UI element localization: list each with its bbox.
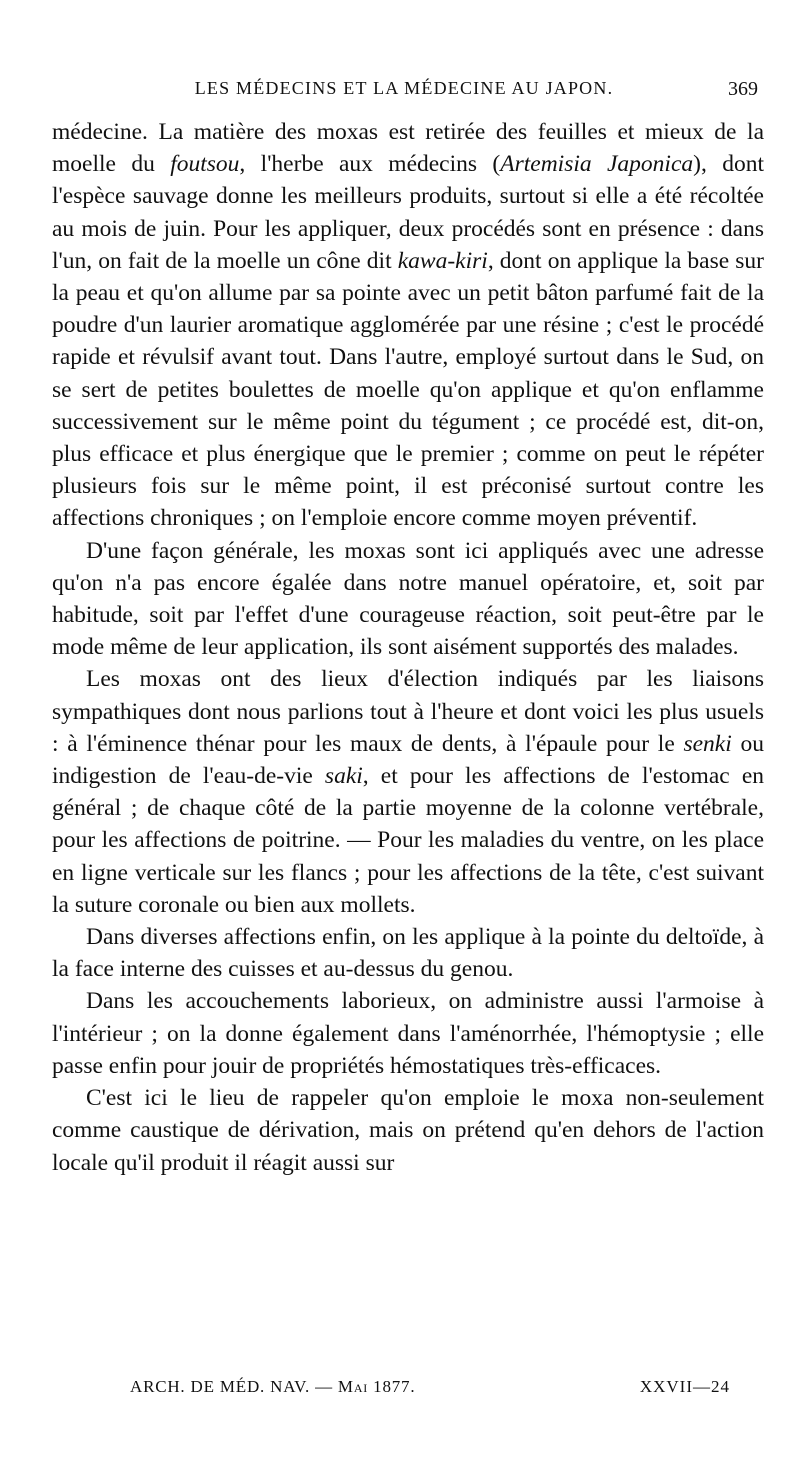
paragraph [52, 921, 764, 985]
italic-term: senki [683, 730, 732, 757]
text-run: , dont on applique la base sur la peau et qu'on allume par sa pointe avec un petit bâton parfumé fait de la poudre d'un laurier aromatique agglomérée par une résine ; c'est le procédé rapide et révulsif avant tout. Dans l'autre, employé surtout dans le Sud, on se sert de petites boulettes de moelle qu'on applique et qu'on enflamme successivement sur le même point du tégument ; ce procédé est, dit-on, plus efficace et plus énergique que le premier ; comme on peut le répéter plusieurs fois sur le même point, il est préconisé surtout contre les affections chroniques ; on l'emploie encore comme moyen préventif. [52, 247, 764, 532]
text-run: ), dont l'espèce sauvage donne les meilleurs produits, surtout si elle a été récoltée au mois de juin. Pour les appliquer, deux procédés sont en présence : dans l'un, on fait de la moelle un cône dit [52, 151, 765, 274]
paragraph [52, 116, 764, 535]
text-run: médecine. La matière des moxas est retirée des feuilles et mieux de la moelle du [52, 119, 764, 178]
italic-term: foutsou [170, 151, 240, 178]
page-number: 369 [728, 78, 758, 100]
text-run: C'est ici le lieu de rappeler qu'on emploie le moxa non-seulement comme caustique de dérivation, mais on prétend qu'en dehors de l'action locale qu'il produit il réagit aussi sur [52, 1085, 764, 1176]
italic-term: saki [324, 763, 363, 790]
page-header [50, 78, 758, 108]
text-run: D'une façon générale, les moxas sont ici appliqués avec une adresse qu'on n'a pas encore égalée dans notre manuel opératoire, et, soit par habitude, soit par l'effet d'une courageuse réaction, soit peut-être par le mode même de leur application, ils sont aisément supportés des malades. [52, 537, 764, 661]
paragraph [52, 535, 764, 664]
text-run: Les moxas ont des lieux d'élection indiqués par les liaisons sympathiques dont nous parlions tout à l'heure et dont voici les plus usuels : à l'éminence thénar pour les maux de dents, à l'épaule pour le [52, 666, 764, 757]
text-run: Dans diverses affections enfin, on les applique à la pointe du deltoïde, à la face interne des cuisses et au-dessus du genou. [52, 924, 764, 983]
text-run: Dans les accouchements laborieux, on administre aussi l'armoise à l'intérieur ; on la donne également dans l'aménorrhée, l'hémoptysie ; elle passe enfin pour jouir de propriétés hémostatiques très-efficaces. [52, 988, 764, 1079]
paragraph [52, 1082, 764, 1179]
journal-signature: ARCH. DE MÉD. NAV. — Mai 1877. [130, 1377, 416, 1396]
body-text [52, 116, 764, 1179]
italic-term: Artemisia Japonica [500, 151, 694, 178]
page-footer [130, 1377, 730, 1407]
text-run: , et pour les affections de l'estomac en général ; de chaque côté de la partie moyenne de la colonne vertébrale, pour les affections de poitrine. — Pour les maladies du ventre, on les place en ligne verticale sur les flancs ; pour les affections de la tête, c'est suivant la suture coronale ou bien aux mollets. [52, 763, 765, 918]
text-run: ou indigestion de l'eau-de-vie [52, 730, 765, 790]
text-run: , l'herbe aux médecins ( [239, 151, 501, 178]
paragraph [52, 985, 764, 1082]
sheet-signature: XXVII—24 [639, 1377, 730, 1396]
running-title: LES MÉDECINS ET LA MÉDECINE AU JAPON. [194, 78, 614, 98]
paragraph [52, 663, 764, 921]
italic-term: kawa-kiri [397, 247, 488, 274]
